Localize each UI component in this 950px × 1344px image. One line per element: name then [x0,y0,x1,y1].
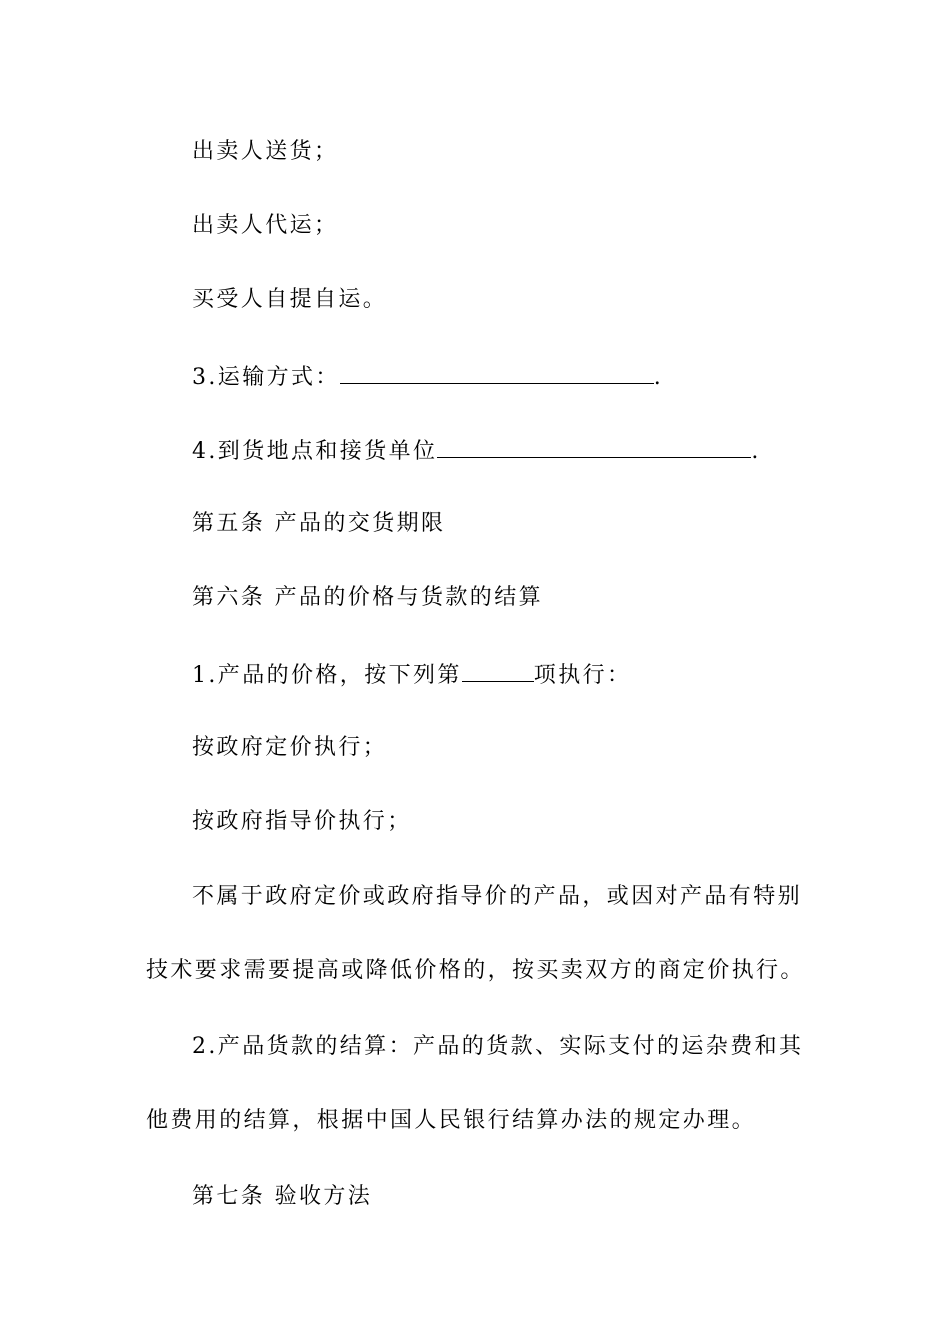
clause-line-seller-delivery [146,137,872,167]
clause-line-buyer-pickup [146,285,872,315]
line-text: 出卖人送货； [192,139,339,164]
article-heading-five [146,509,872,539]
line-text: 买受人自提自运。 [192,287,388,312]
paragraph-line [146,1032,872,1062]
clause-line-delivery-location [146,435,872,465]
line-text: 第五条 产品的交货期限 [192,511,446,536]
fill-in-blank[interactable] [340,361,654,384]
fill-in-blank[interactable] [437,435,751,458]
clause-line-transport-method [146,361,872,391]
article-heading-six [146,583,872,613]
line-text: 他费用的结算，根据中国人民银行结算办法的规定办理。 [146,1108,757,1133]
line-text: 2.产品货款的结算：产品的货款、实际支付的运杂费和其 [192,1034,804,1059]
line-suffix: 项执行： [533,663,632,688]
line-text: 第六条 产品的价格与货款的结算 [192,585,543,610]
line-text: 技术要求需要提高或降低价格的，按买卖双方的商定价执行。 [146,958,805,983]
line-suffix: . [653,365,664,390]
paragraph-line [146,956,826,986]
line-text: 第七条 验收方法 [192,1184,373,1209]
line-text: 按政府指导价执行； [192,809,412,834]
line-text: 不属于政府定价或政府指导价的产品，或因对产品有特别 [192,884,803,909]
line-prefix: 3.运输方式： [192,365,340,390]
clause-line-government-price [146,733,872,763]
line-suffix: . [751,439,761,464]
line-text: 出卖人代运； [192,213,339,238]
fill-in-blank[interactable] [462,659,534,682]
clause-line-seller-shipping [146,211,872,241]
line-prefix: 1.产品的价格，按下列第 [192,663,462,688]
clause-line-government-guided-price [146,807,872,837]
paragraph-line [146,882,872,912]
article-heading-seven [146,1182,872,1212]
clause-line-price-option [146,659,872,689]
line-text: 按政府定价执行； [192,735,388,760]
line-prefix: 4.到货地点和接货单位 [192,439,438,464]
paragraph-line [146,1106,826,1136]
